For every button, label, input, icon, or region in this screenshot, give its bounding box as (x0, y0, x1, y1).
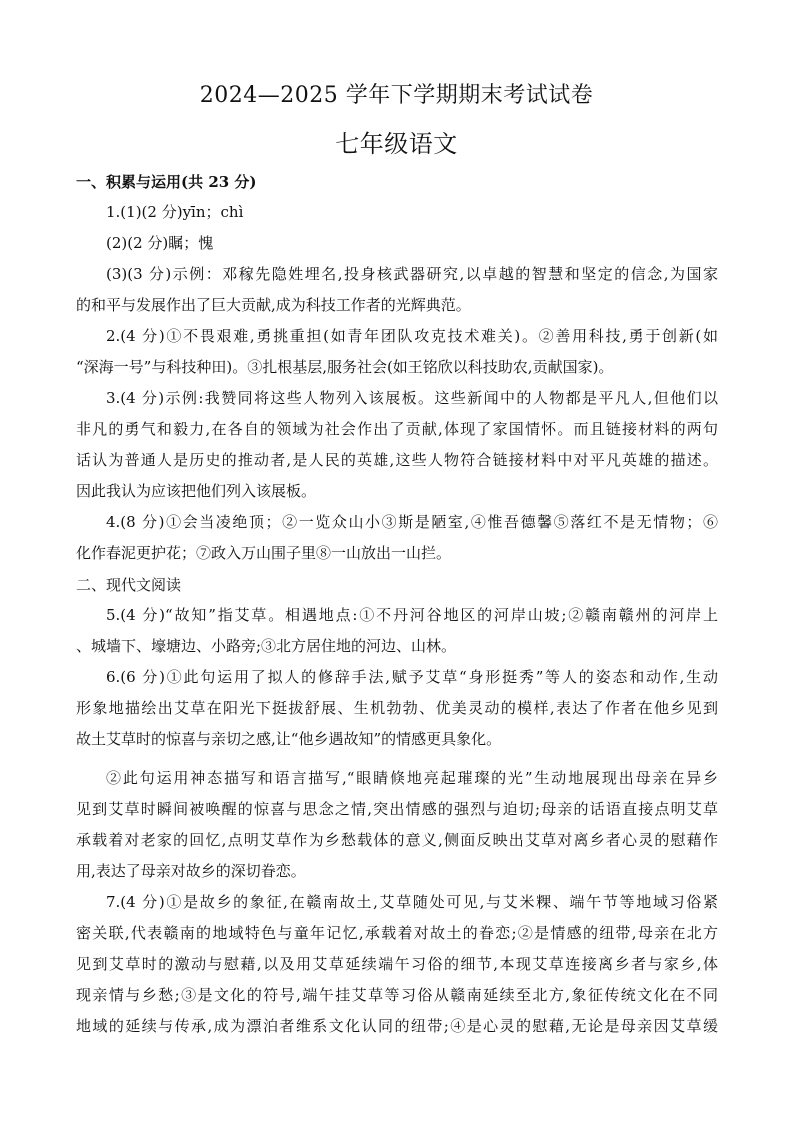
answer-line: 见到艾草时的激动与慰藉,以及用艾草延续端午习俗的细节,本现艾草连接离乡者与家乡,体 (76, 955, 718, 973)
answer-line: 7.(4 分)①是故乡的象征,在赣南故土,艾草随处可见,与艾米粿、端午节等地域习俗紧 (106, 893, 718, 911)
answer-line: 、城墙下、壕塘边、小路旁;③北方居住地的河边、山林。 (76, 637, 457, 655)
answer-line: 见到艾草时瞬间被唤醒的惊喜与思念之情,突出情感的强烈与迫切;母亲的话语直接点明艾草 (76, 800, 718, 818)
answer-line: ②此句运用神态描写和语言描写,“眼睛倏地亮起璀璨的光”生动地展现出母亲在异乡 (106, 769, 718, 787)
answer-line: 2.(4 分)①不畏艰难,勇挑重担(如青年团队攻克技术难关)。②善用科技,勇于创新(如 (106, 327, 718, 345)
answer-line: 密关联,代表赣南的地域特色与童年记忆,承载着对故土的眷恋;②是情感的纽带,母亲在北方 (76, 924, 718, 942)
answer-line: 因此我认为应该把他们列入该展板。 (76, 482, 317, 500)
section-heading-2: 二、现代文阅读 (76, 576, 182, 594)
answer-line: 承载着对老家的回忆,点明艾草作为乡愁载体的意义,侧面反映出艾草对离乡者心灵的慰藉作 (76, 831, 718, 849)
answer-line: 3.(4 分)示例:我赞同将这些人物列入该展板。这些新闻中的人物都是平凡人,但他们以 (106, 389, 718, 407)
page-subtitle: 七年级语文 (335, 130, 458, 158)
answer-line: 话认为普通人是历史的推动者,是人民的英雄,这些人物符合链接材料中对平凡英雄的描述。 (76, 451, 718, 469)
answer-line: 现亲情与乡愁;③是文化的符号,端午挂艾草等习俗从赣南延续至北方,象征传统文化在不同 (76, 986, 718, 1004)
answer-line: 的和平与发展作出了巨大贡献,成为科技工作者的光辉典范。 (76, 296, 471, 314)
answer-line: (3)(3 分)示例：邓稼先隐姓埋名,投身核武器研究,以卓越的智慧和坚定的信念,为国家 (106, 265, 718, 283)
answer-line: 故土艾草时的惊喜与亲切之感,让“他乡遇故知”的情感更具象化。 (76, 730, 502, 748)
answer-line: 4.(8 分)①会当凌绝顶；②一览众山小③斯是陋室,④惟吾德馨⑤落红不是无情物；⑥ (106, 513, 718, 531)
section-heading-1: 一、积累与运用(共 23 分) (76, 173, 257, 191)
answer-line: 非凡的勇气和毅力,在各自的领域为社会作出了贡献,体现了家国情怀。而且链接材料的两句 (76, 420, 718, 438)
answer-line: 用,表达了母亲对故乡的深切眷恋。 (76, 862, 306, 880)
answer-line: 5.(4 分)“故知”指艾草。相遇地点:①不丹河谷地区的河岸山坡;②赣南赣州的河岸上 (106, 606, 718, 624)
page-title: 2024—2025 学年下学期期末考试试卷 (199, 83, 594, 108)
answer-line: 化作春泥更护花；⑦政入万山围子里⑧一山放出一山拦。 (76, 544, 452, 562)
answer-line: (2)(2 分)瞩；愧 (106, 234, 214, 252)
answer-line: 形象地描绘出艾草在阳光下挺拔舒展、生机勃勃、优美灵动的模样,表达了作者在他乡见到 (76, 699, 718, 717)
answer-line: 6.(6 分)①此句运用了拟人的修辞手法,赋予艾草“身形挺秀”等人的姿态和动作,生动 (106, 668, 718, 686)
answer-line: “深海一号”与科技种田)。③扎根基层,服务社会(如王铭欣以科技助农,贡献国家)。 (76, 358, 614, 376)
answer-line: 1.(1)(2 分)yīn；chì (106, 203, 244, 221)
answer-line: 地域的延续与传承,成为漂泊者维系文化认同的纽带;④是心灵的慰藉,无论是母亲因艾草缓 (76, 1017, 718, 1035)
